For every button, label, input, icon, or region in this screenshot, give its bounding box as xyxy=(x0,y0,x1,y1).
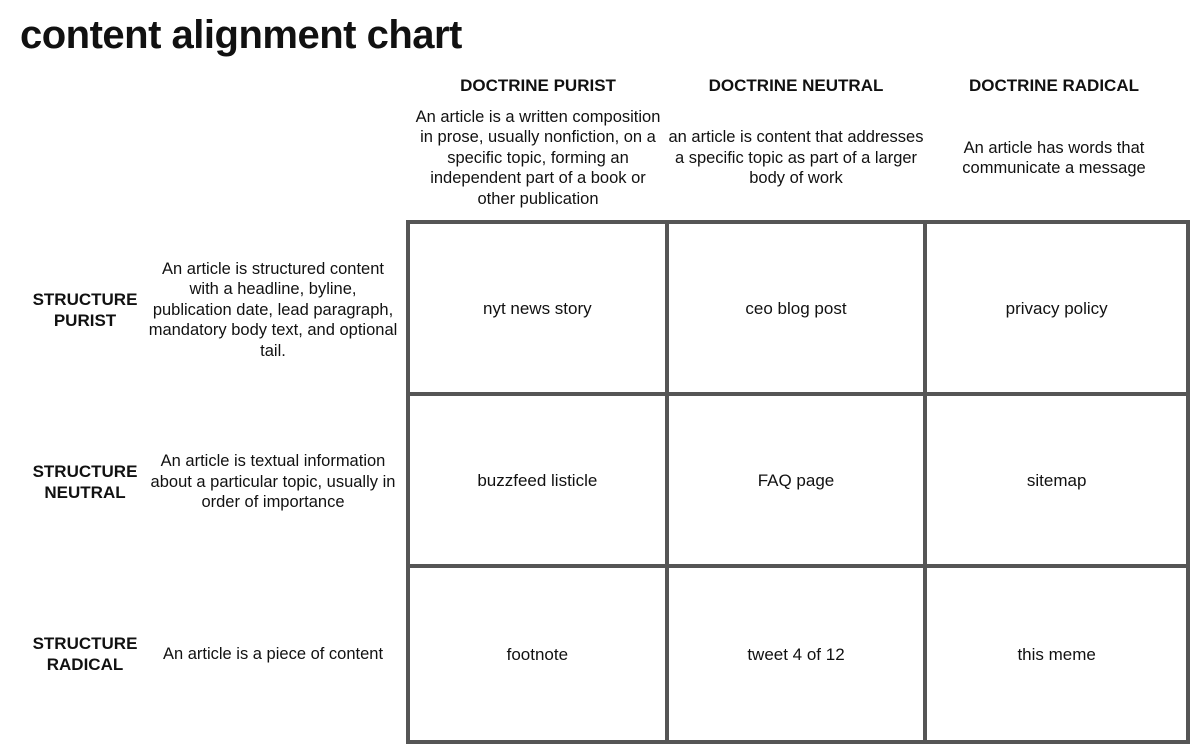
grid-cell: sitemap xyxy=(927,396,1186,568)
row-header-structure-radical xyxy=(22,568,398,740)
column-label: DOCTRINE NEUTRAL xyxy=(708,76,884,95)
grid-cell: privacy policy xyxy=(927,224,1186,396)
column-header-doctrine-neutral xyxy=(668,74,924,210)
row-header-structure-purist xyxy=(22,224,398,396)
grid-cell: ceo blog post xyxy=(669,224,928,396)
column-header-doctrine-radical xyxy=(926,74,1182,210)
grid-cell: tweet 4 of 12 xyxy=(669,568,928,740)
column-definition: an article is content that addresses a specific topic as part of a larger body of work xyxy=(668,128,924,188)
column-label: DOCTRINE PURIST xyxy=(460,76,616,95)
grid-cell: this meme xyxy=(1017,644,1096,664)
row-label: STRUCTURE PURIST xyxy=(32,290,138,330)
grid-cell: footnote xyxy=(410,568,669,740)
column-header-doctrine-purist xyxy=(410,74,666,210)
grid-cell: nyt news story xyxy=(410,224,669,396)
row-label: STRUCTURE NEUTRAL xyxy=(32,462,138,502)
grid-cell: FAQ page xyxy=(669,396,928,568)
column-definition: An article is a written composition in prose, usually nonfiction, on a specific topic, forming an independent part of a book or other publication xyxy=(415,107,661,208)
row-header-structure-neutral xyxy=(22,396,398,568)
chart-title: content alignment chart xyxy=(20,13,462,57)
row-definition: An article is textual information about a particular topic, usually in order of importance xyxy=(150,452,396,512)
row-label: STRUCTURE RADICAL xyxy=(32,634,138,674)
column-label: DOCTRINE RADICAL xyxy=(969,76,1139,95)
alignment-grid xyxy=(406,220,1190,744)
row-definition: An article is structured content with a headline, byline, publication date, lead paragraph, mandatory body text, and optional tail. xyxy=(148,259,398,360)
row-definition: An article is a piece of content xyxy=(162,644,384,663)
column-definition: An article has words that communicate a message xyxy=(962,138,1146,177)
grid-cell: buzzfeed listicle xyxy=(410,396,669,568)
